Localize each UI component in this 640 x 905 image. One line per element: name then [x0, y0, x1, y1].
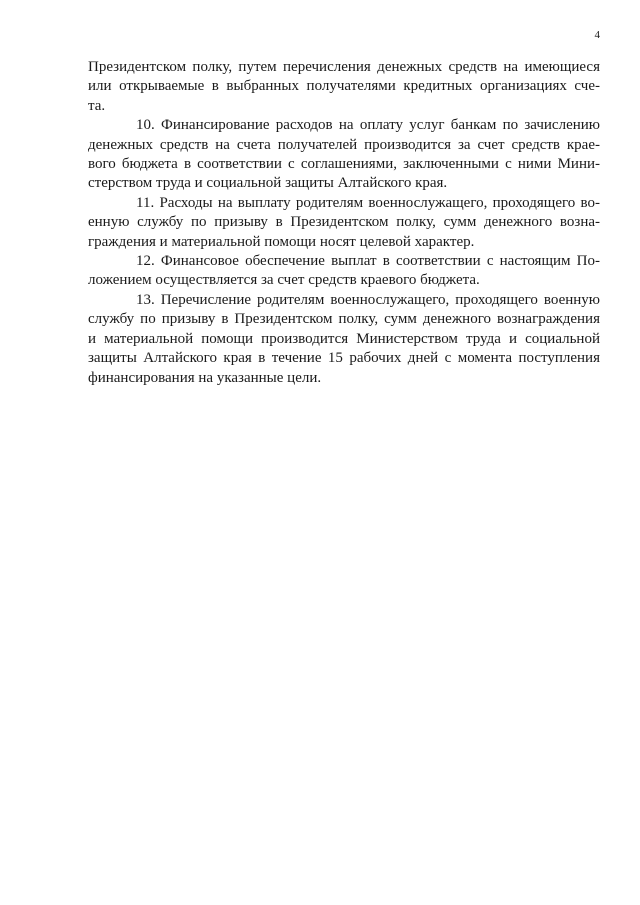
text-line: службу по призыву в Президентском полку, сумм денежного вознаграждения: [88, 311, 600, 328]
text-line: или открываемые в выбранных получателями кредитных организациях сче-: [88, 78, 600, 95]
text-line: 12. Финансовое обеспечение выплат в соответствии с настоящим По-: [136, 253, 600, 270]
paragraph-10: [88, 116, 600, 194]
text-line: Президентском полку, путем перечисления денежных средств на имеющиеся: [88, 59, 600, 75]
text-line: 10. Финансирование расходов на оплату услуг банкам по зачислению: [136, 117, 600, 134]
page-number: 4: [594, 29, 600, 41]
paragraph-12: [88, 252, 600, 291]
text-line: енную службу по призыву в Президентском полку, сумм денежного возна-: [88, 214, 600, 231]
text-line: финансирования на указанные цели.: [88, 369, 322, 386]
text-line: денежных средств на счета получателей производится за счет средств крае-: [88, 136, 600, 153]
text-line: и материальной помощи производится Министерством труда и социальной: [88, 330, 600, 347]
paragraph-11: [88, 194, 600, 252]
text-line: вого бюджета в соответствии с соглашениями, заключенными с ними Мини-: [88, 156, 600, 173]
paragraph-13: [88, 291, 600, 388]
text-line: ложением осуществляется за счет средств краевого бюджета.: [88, 272, 480, 289]
text-line: стерством труда и социальной защиты Алтайского края.: [88, 175, 448, 192]
text-line: 13. Перечисление родителям военнослужащего, проходящего военную: [136, 291, 600, 308]
text-line: защиты Алтайского края в течение 15 рабочих дней с момента поступления: [88, 350, 600, 367]
document-body: [88, 58, 600, 388]
paragraph-continuation: [88, 58, 600, 116]
text-line: та.: [88, 97, 106, 114]
text-line: 11. Расходы на выплату родителям военнослужащего, проходящего во-: [136, 194, 600, 211]
text-line: граждения и материальной помощи носят целевой характер.: [88, 233, 475, 250]
